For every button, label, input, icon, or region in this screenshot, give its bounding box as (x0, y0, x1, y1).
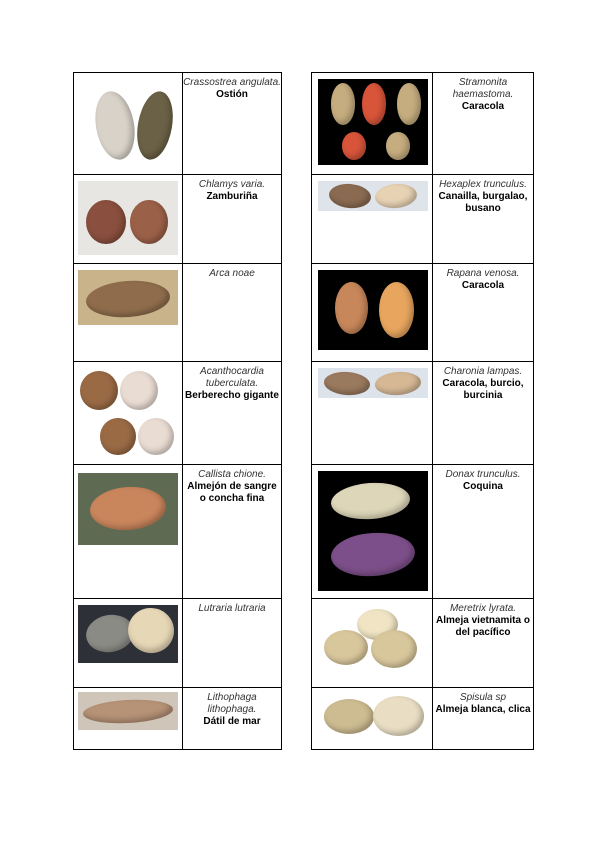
species-text-cell (183, 688, 282, 750)
common-name: Caracola (461, 280, 505, 291)
scallop-shells-photo (74, 175, 182, 263)
species-text-cell (433, 465, 534, 599)
right-species-table (311, 72, 534, 750)
species-row (312, 362, 534, 465)
shell-shape (362, 83, 386, 124)
shell-shape (397, 83, 421, 124)
species-photo-cell (74, 264, 183, 362)
scientific-name: Lutraria lutraria (198, 603, 266, 614)
species-text-cell (183, 599, 282, 688)
scientific-name: Rapana venosa. (446, 268, 520, 279)
species-text-cell (433, 688, 534, 750)
scientific-name: Hexaplex trunculus. (439, 179, 527, 190)
left-species-table (73, 72, 282, 750)
shell-shape (130, 200, 168, 244)
species-text-cell (183, 362, 282, 465)
species-text-cell (433, 362, 534, 465)
common-name: Almeja vietnamita o del pacífico (436, 615, 530, 638)
species-photo-cell (74, 465, 183, 599)
species-text-cell (433, 175, 534, 264)
hard-clam-photo (312, 599, 432, 687)
species-row (312, 175, 534, 264)
shell-shape (138, 418, 174, 456)
species-text-cell (433, 599, 534, 688)
common-name: Zamburiña (206, 191, 258, 202)
rock-snail-photo (312, 73, 432, 174)
species-photo-cell (312, 465, 433, 599)
cockle-shells-photo (74, 362, 182, 464)
shell-shape (371, 630, 417, 669)
scientific-name: Meretrix lyrata. (449, 603, 517, 614)
species-photo-cell (312, 73, 433, 175)
species-text-cell (183, 264, 282, 362)
species-photo-cell (74, 599, 183, 688)
ark-clam-photo (74, 264, 182, 361)
species-photo-cell (74, 73, 183, 175)
species-photo-cell (312, 599, 433, 688)
species-photo-cell (74, 175, 183, 264)
common-name: Almeja blanca, clica (435, 704, 531, 715)
shell-shape (386, 132, 410, 160)
scientific-name: Donax trunculus. (445, 469, 521, 480)
species-row (312, 465, 534, 599)
shell-shape (120, 371, 158, 410)
date-mussel-photo (74, 688, 182, 749)
species-row (312, 599, 534, 688)
shell-shape (86, 200, 126, 244)
species-text-cell (433, 264, 534, 362)
species-row (74, 73, 282, 175)
species-text-cell (183, 465, 282, 599)
shell-shape (373, 696, 424, 736)
species-row (312, 73, 534, 175)
species-row (74, 688, 282, 750)
scientific-name: Charonia lampas. (443, 366, 523, 377)
shell-shape (342, 132, 366, 160)
species-photo-cell (74, 688, 183, 750)
otter-shell-photo (74, 599, 182, 687)
shell-shape (80, 371, 118, 410)
common-name: Dátil de mar (203, 716, 261, 727)
species-row (74, 599, 282, 688)
wedge-clam-photo (312, 465, 432, 598)
common-name: Ostión (216, 89, 248, 100)
species-text-cell (183, 73, 282, 175)
common-name: Caracola, burcio, burcinia (442, 378, 524, 401)
shell-shape (324, 630, 368, 665)
species-photo-cell (312, 175, 433, 264)
common-name: Almejón de sangre o concha fina (187, 481, 277, 504)
shell-shape (379, 282, 414, 338)
species-photo-cell (312, 688, 433, 750)
scientific-name: Chlamys varia. (198, 179, 266, 190)
smooth-clam-photo (74, 465, 182, 598)
shell-shape (100, 418, 136, 456)
species-row (74, 175, 282, 264)
species-photo-cell (312, 362, 433, 465)
surf-clam-photo (312, 688, 432, 749)
scientific-name: Callista chione. (198, 469, 266, 480)
triton-shells-photo (312, 362, 432, 464)
scientific-name: Lithophaga lithophaga. (207, 692, 257, 715)
murex-shells-photo (312, 175, 432, 263)
scientific-name: Crassostrea angulata. (183, 77, 281, 88)
species-row (312, 264, 534, 362)
species-text-cell (433, 73, 534, 175)
common-name: Coquina (463, 481, 503, 492)
species-photo-cell (74, 362, 183, 465)
scientific-name: Spisula sp (459, 692, 507, 703)
species-row (74, 465, 282, 599)
scientific-name: Acanthocardia tuberculata. (200, 366, 264, 389)
species-row (74, 264, 282, 362)
species-row (74, 362, 282, 465)
species-text-cell (183, 175, 282, 264)
shell-shape (335, 282, 368, 334)
shell-shape (331, 83, 355, 124)
oyster-shells-photo (74, 73, 182, 174)
common-name: Caracola (461, 101, 505, 112)
scientific-name: Arca noae (209, 268, 255, 279)
common-name: Berberecho gigante (185, 390, 279, 401)
scientific-name: Stramonita haemastoma. (452, 77, 514, 100)
species-photo-cell (312, 264, 433, 362)
veined-whelk-photo (312, 264, 432, 361)
common-name: Canailla, burgalao, busano (438, 191, 528, 214)
species-row (312, 688, 534, 750)
